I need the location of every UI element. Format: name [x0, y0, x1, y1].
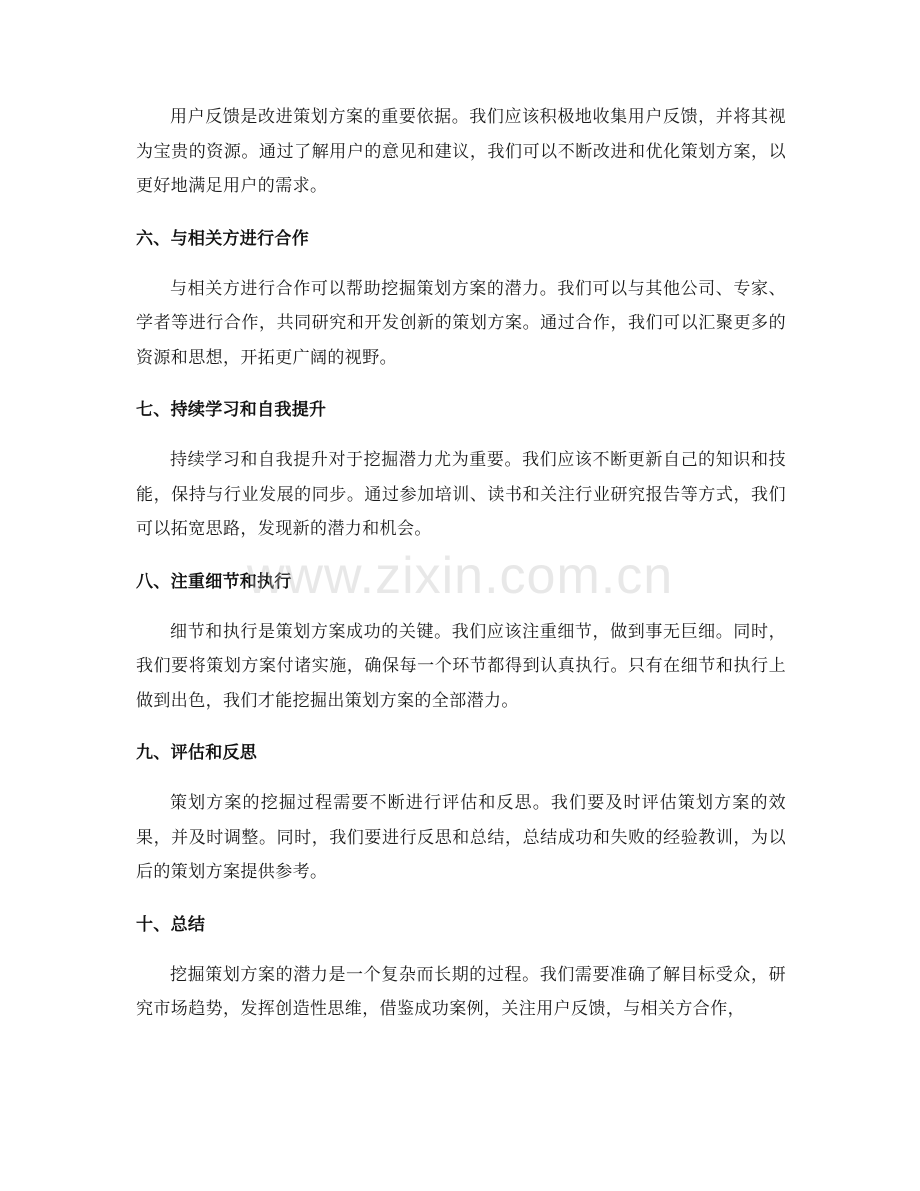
paragraph-summary: 挖掘策划方案的潜力是一个复杂而长期的过程。我们需要准确了解目标受众，研究市场趋势，发挥创造性思维，借鉴成功案例，关注用户反馈，与相关方合作，: [136, 964, 786, 1019]
heading-continuous-learning: 七、持续学习和自我提升: [136, 400, 327, 420]
watermark: www.zixin.com.cn: [246, 547, 674, 605]
paragraph-continuous-learning: 持续学习和自我提升对于挖掘潜力尤为重要。我们应该不断更新自己的知识和技能，保持与行业发展的同步。通过参加培训、读书和关注行业研究报告等方式，我们可以拓宽思路，发现新的潜力和机会。: [136, 450, 786, 539]
document-body: [136, 100, 786, 1027]
paragraph-details-execution: 细节和执行是策划方案成功的关键。我们应该注重细节，做到事无巨细。同时，我们要将策划方案付诸实施，确保每一个环节都得到认真执行。只有在细节和执行上做到出色，我们才能挖掘出策划方案的全部潜力。: [136, 621, 786, 711]
heading-evaluation-reflection: 九、评估和反思: [136, 743, 258, 763]
paragraph-user-feedback: 用户反馈是改进策划方案的重要依据。我们应该积极地收集用户反馈，并将其视为宝贵的资源。通过了解用户的意见和建议，我们可以不断改进和优化策划方案，以更好地满足用户的需求。: [136, 107, 786, 196]
heading-cooperation: 六、与相关方进行合作: [136, 228, 309, 249]
paragraph-cooperation: 与相关方进行合作可以帮助挖掘策划方案的潜力。我们可以与其他公司、专家、学者等进行合作，共同研究和开发创新的策划方案。通过合作，我们可以汇聚更多的资源和思想，开拓更广阔的视野。: [136, 278, 786, 368]
paragraph-evaluation-reflection: 策划方案的挖掘过程需要不断进行评估和反思。我们要及时评估策划方案的效果，并及时调整。同时，我们要进行反思和总结，总结成功和失败的经验教训，为以后的策划方案提供参考。: [136, 793, 786, 882]
heading-details-execution: 八、注重细节和执行: [136, 571, 292, 592]
heading-summary: 十、总结: [136, 914, 206, 935]
